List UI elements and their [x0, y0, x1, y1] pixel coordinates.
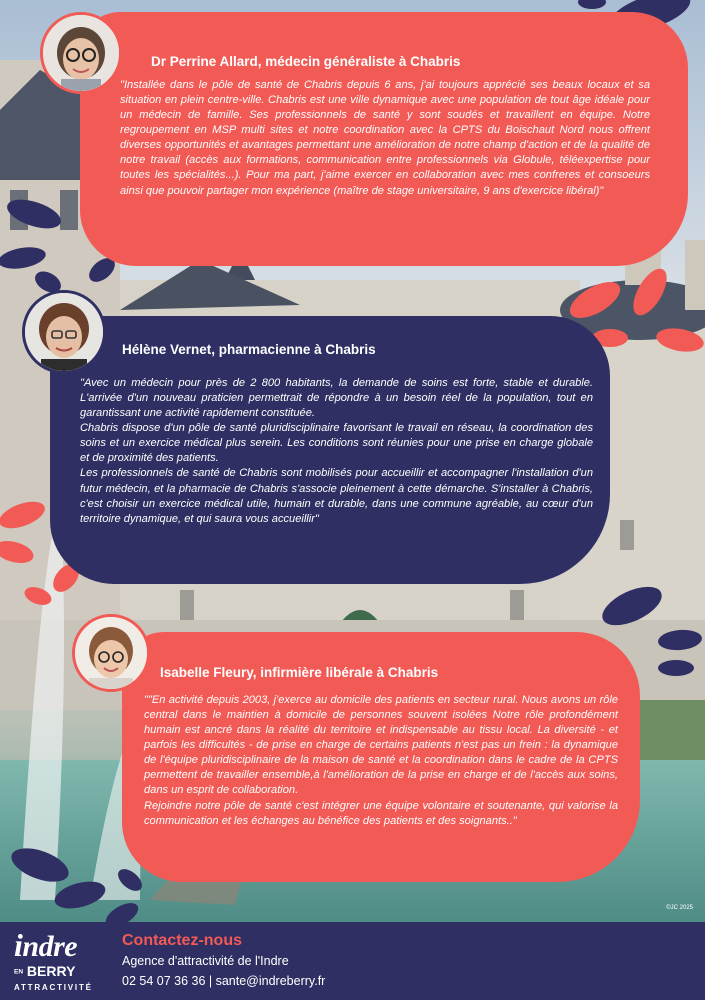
testimonial-card-vernet [50, 316, 610, 584]
testimonial-paragraph: "Installée dans le pôle de santé de Chabris depuis 6 ans, j'ai toujours apprécié ses beaux locaux et sa situation en plein centre-ville. Chabris est une ville dynamique avec une population de tout âge idéale pour un médecin de famille. Ses professionnels de santé y sont soudés et travaillent en équipe. Notre regroupement en MSP multi sites et notre coordination avec la CPTS du Boischaut Nord nous offrent diverses opportunités et avantages permettant une amélioration de notre champ d'action et de la qualité de notre travail (accès aux formations, communication entre professionnels via Globule, téléexpertise pour toutes les spécialités...). Pour ma part, j'aime exercer en collaboration avec mes confreres et consoeurs ainsi que pouvoir partager mon expérience (maître de stage universitaire, 9 ans d'exercice libéral)" [120, 79, 650, 197]
testimonial-card-fleury [122, 632, 640, 882]
testimonial-paragraph: ""En activité depuis 2003, j'exerce au domicile des patients en secteur rural. Nous avons un rôle central dans le maintien à domicile de personnes souvent isolées Notre rôle profondément humain est ancré dans la réalité du territoire et indispensable au tissu local. La diversité - et parfois les difficultés - de prise en charge de certains patients n'est pas un frein : la dynamique de l'équipe pluridisciplinaire de la maison de santé et la coordination dans le cadre de la CPTS permettent de travailler ensemble,à l'amélioration de la prise en charge et de l'accès aux soins, dans un esprit de collaboration. [144, 694, 618, 797]
logo-berry-line [14, 964, 104, 979]
portrait-icon [25, 293, 103, 371]
contact-title: Contactez-nous [122, 932, 242, 949]
testimonial-paragraph: "Avec un médecin pour près de 2 800 habitants, la demande de soins est forte, stable et durable. L'arrivée d'un nouveau praticien permettrait de répondre à un besoin réel de la population, tout en garantissant une activité rapidement constituée. [80, 377, 593, 420]
portrait-icon [75, 617, 147, 689]
photo-credit: ©JC 2025 [666, 905, 693, 911]
portrait-icon [43, 15, 119, 91]
footer [0, 922, 705, 1000]
testimonial-paragraph: Rejoindre notre pôle de santé c'est intégrer une équipe volontaire et soutenante, qui valorise la communication et les échanges au bénéfice des patients et des soignants.." [144, 799, 618, 827]
avatar-helene-vernet [22, 290, 106, 374]
contact-agency: Agence d'attractivité de l'Indre [122, 954, 289, 968]
avatar-perrine-allard [40, 12, 122, 94]
testimonial-card-allard [80, 12, 688, 266]
testimonial-paragraph: Chabris dispose d'un pôle de santé pluridisciplinaire favorisant le travail en réseau, la coordination des soins et un exercice médical plus serein. Les conditions sont réunies pour une prise en charge globale et de proximité des patients. [80, 422, 593, 465]
logo-tagline: ATTRACTIVITÉ [14, 983, 93, 993]
logo-berry: BERRY [26, 963, 76, 979]
testimonial-name-allard: Dr Perrine Allard, médecin généraliste à Chabris [151, 54, 461, 69]
logo-wordmark: indre [14, 927, 78, 963]
contact-details[interactable]: 02 54 07 36 36 | sante@indreberry.fr [122, 974, 326, 988]
testimonial-quote-vernet [80, 376, 593, 527]
testimonial-quote-fleury [144, 693, 618, 829]
logo-word: ndre [22, 930, 78, 963]
indre-en-berry-logo[interactable] [14, 927, 104, 993]
testimonial-quote-allard [120, 78, 650, 199]
logo-en: EN [14, 968, 24, 976]
testimonial-paragraph: Les professionnels de santé de Chabris sont mobilisés pour accueillir et accompagner l'installation d'un futur médecin, et la pharmacie de Chabris s'associe pleinement à cette démarche. S'installer à Chabris, c'est choisir un exercice médical utile, humain et durable, dans une commune agréable, au cœur d'un territoire dynamique, et qui saura vous accueillir" [80, 467, 593, 525]
avatar-isabelle-fleury [72, 614, 150, 692]
testimonial-name-vernet: Hélène Vernet, pharmacienne à Chabris [122, 342, 376, 357]
testimonial-name-fleury: Isabelle Fleury, infirmière libérale à Chabris [160, 665, 439, 680]
